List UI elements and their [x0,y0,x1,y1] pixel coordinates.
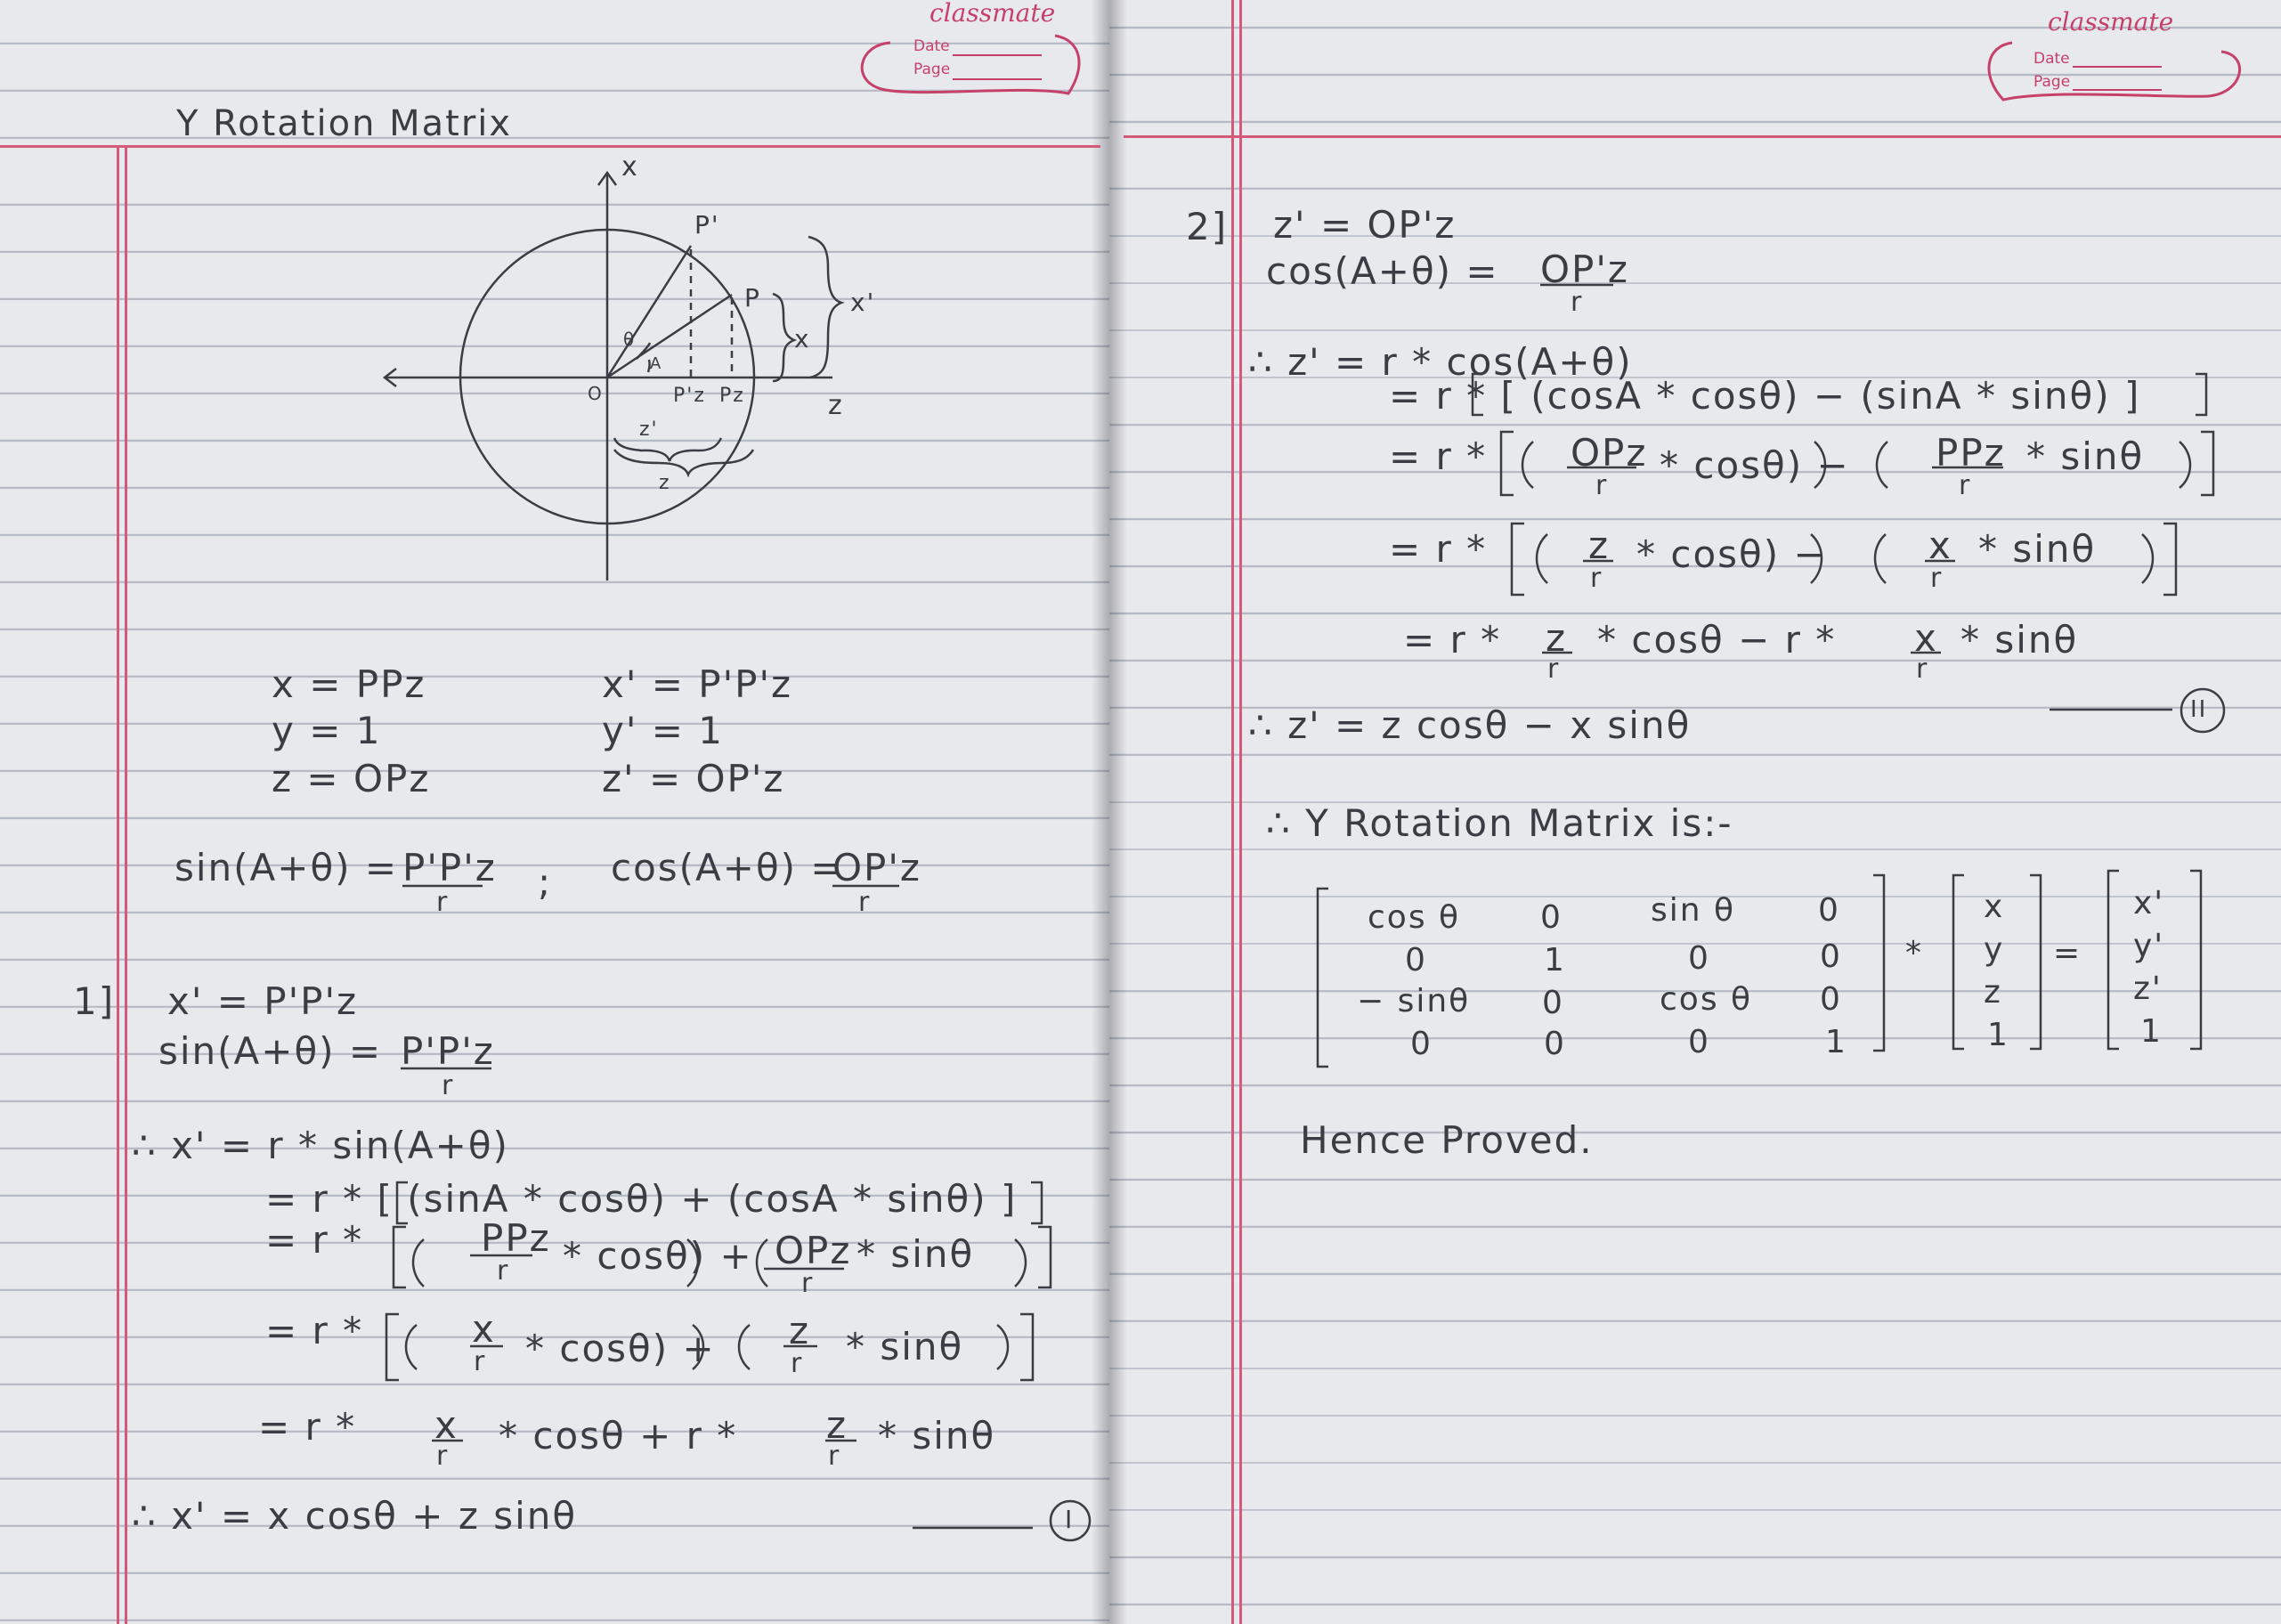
step2-line2-num: OP'z [1540,248,1629,291]
step1-line5-pre: = r * [265,1218,364,1262]
step2-line6-b-op: * sinθ [1978,527,2097,571]
step1-line5-b-op: * sinθ [856,1232,975,1276]
step2-line5-a-den: r [1595,470,1609,501]
paren-r5b [1015,1239,1026,1287]
step1-line7-b-num: z [826,1403,848,1447]
matrix-cell: 0 [1540,899,1563,936]
step1-line6-b-op: * sinθ [846,1325,964,1368]
fig-label-z-axis: z [828,390,844,421]
matrix-cell: 0 [1820,938,1842,975]
matrix-cell: 0 [1818,892,1840,929]
step1-line4: = r * [ (sinA * cosθ) + (cosA * sinθ) ] [265,1177,1018,1221]
matrix-cell: sin θ [1651,892,1736,929]
def-y-prime: y' = 1 [602,709,725,752]
step1-line5-a-op: * cosθ) + [563,1234,753,1278]
step1-line2-den: r [442,1070,455,1101]
step2-line6-a-num: z [1588,524,1611,567]
matrix-cell: 0 [1688,1024,1710,1060]
paren-r6b [997,1325,1008,1369]
matrix-cell: 0 [1410,1026,1433,1062]
matrix-heading: ∴ Y Rotation Matrix is:- [1266,801,1733,845]
trig-cos-lhs: cos(A+θ) = [611,846,844,889]
step2-line6-a-den: r [1590,563,1603,594]
step2-line2-den: r [1571,287,1584,318]
trig-sep: ; [538,860,553,904]
logo-swirl-left [862,36,1079,93]
result-cell: 1 [2140,1013,2163,1050]
fig-label-p: P [744,283,761,313]
vector-cell: z [1984,974,2002,1011]
logo-swirl-right [1989,43,2240,100]
page-label-left: Page [913,61,951,78]
paren-r-r5b [2180,442,2190,488]
matrix-bracket-right [1873,875,1884,1051]
step2-line7-b-den: r [1916,654,1929,685]
result-bracket-left [2108,871,2119,1049]
step2-line6-b-den: r [1930,563,1944,594]
step2-line7-end: * sinθ [1960,618,2079,662]
op-prime-radius [607,246,691,378]
bracket-r-r6 [2163,524,2176,595]
result-cell: x' [2133,885,2165,922]
step2-line7-a-den: r [1547,654,1561,685]
date-label-left: Date [913,37,950,55]
bracket-r-l6 [1512,524,1524,595]
bracket-r-r4 [2196,374,2206,415]
step2-line1: z' = OP'z [1273,203,1457,247]
page-title: Y Rotation Matrix [176,103,513,144]
step2-line7-pre: = r * [1403,618,1502,662]
z-prime-brace [614,438,721,461]
def-z: z = OPz [272,757,431,800]
step2-marker: 2] [1186,205,1229,248]
step1-tag: I [1065,1505,1075,1534]
fig-label-a: A [650,354,663,373]
paren-l6b [739,1325,750,1369]
step1-line5-a-num: PPz [481,1216,551,1260]
step2-line6-pre: = r * [1389,527,1488,571]
bracket-r-r5 [2201,432,2213,495]
paren-l5 [413,1239,424,1287]
step2-line5-b-den: r [1959,470,1972,501]
trig-sin-lhs: sin(A+θ) = [175,846,399,889]
matrix-cell: 0 [1405,942,1427,978]
paren-r-l5b [1877,442,1887,488]
step2-line5-b-op: * sinθ [2026,434,2145,478]
step1-line7-pre: = r * [258,1405,357,1449]
vector-bracket-right [2030,875,2041,1049]
bracket-r6 [1020,1314,1033,1380]
fig-label-x-small: x [794,324,811,353]
matrix-equals: = [2053,935,2082,971]
step1-line7-mid: * cosθ + r * [499,1414,738,1458]
step2-line7-a-num: z [1546,616,1568,660]
def-x-prime: x' = P'P'z [602,662,793,706]
brand-logo-left: classmate [929,0,1056,28]
paren-r-l5 [1522,442,1533,488]
matrix-bracket-left [1318,889,1328,1067]
step2-line5-pre: = r * [1389,434,1488,478]
step2-line4: = r * [ (cosA * cosθ) − (sinA * sinθ) ] [1389,374,2141,418]
matrix-cell: 0 [1820,981,1842,1018]
x-brace [773,294,794,381]
step1-line3: ∴ x' = r * sin(A+θ) [132,1124,509,1167]
matrix-cell: 0 [1544,1026,1566,1062]
fig-label-z: z [659,472,671,494]
def-z-prime: z' = OP'z [602,757,785,800]
fig-label-theta: θ [623,329,637,350]
step1-line2-lhs: sin(A+θ) = [158,1029,383,1073]
page-label-right: Page [2033,73,2071,91]
step1-line6-b-den: r [791,1348,804,1379]
step1-marker: 1] [73,979,116,1023]
date-label-right: Date [2033,50,2070,68]
bracket-r-l5 [1501,432,1514,495]
step2-line5-b-num: PPz [1936,431,2006,475]
step1-result: ∴ x' = x cosθ + z sinθ [132,1494,578,1538]
fig-label-pz-prime: P'z [673,385,706,407]
bracket-l6 [386,1314,399,1380]
matrix-times: * [1905,935,1923,971]
step2-line6-a-op: * cosθ) − [1636,532,1827,576]
x-prime-brace [808,237,841,378]
step1-line5-a-den: r [497,1255,510,1287]
step2-line3: ∴ z' = r * cos(A+θ) [1248,340,1633,384]
step2-line5-a-num: OPz [1571,431,1648,475]
step1-line5-b-den: r [801,1268,815,1299]
bracket-r4 [1031,1182,1042,1223]
step2-result: ∴ z' = z cosθ − x sinθ [1248,703,1692,747]
paren-r-l6 [1537,534,1547,583]
step2-line6-b-num: x [1928,524,1952,567]
matrix-cell: cos θ [1368,899,1461,936]
fig-label-p-prime: P' [694,210,720,240]
result-cell: y' [2133,928,2165,964]
step2-line7-mid: * cosθ − r * [1597,618,1837,662]
trig-sin-den: r [436,887,450,918]
bracket-l5 [394,1227,406,1287]
step1-line1: x' = P'P'z [167,979,359,1023]
step1-line2-num: P'P'z [401,1029,495,1073]
step1-line7-a-den: r [436,1441,450,1472]
paren-l6 [406,1325,417,1369]
vector-cell: x [1984,889,2005,925]
trig-cos-num: OP'z [832,846,921,889]
matrix-cell: 0 [1542,985,1564,1021]
step1-line6-pre: = r * [265,1309,364,1352]
matrix-cell: 1 [1544,942,1566,978]
paren-l5b [757,1239,767,1287]
fig-label-o: O [588,383,604,404]
paren-r-r6b [2142,534,2153,583]
step2-tag: II [2190,696,2208,723]
brand-logo-right: classmate [2048,7,2174,37]
fig-label-x: x [621,151,639,183]
matrix-cell: 1 [1825,1024,1847,1060]
conclusion-text: Hence Proved. [1300,1118,1594,1162]
step1-line5-b-num: OPz [775,1229,852,1272]
step1-line6-b-num: z [789,1309,811,1352]
step1-line6-a-op: * cosθ) + [525,1327,716,1370]
matrix-cell: 0 [1688,940,1710,977]
matrix-cell: − sinθ [1357,983,1471,1019]
fig-label-pz: Pz [719,385,745,407]
step2-line5-a-op: * cosθ) − [1660,443,1850,487]
step1-line7-a-num: x [434,1403,459,1447]
trig-sin-num: P'P'z [402,846,497,889]
step2-line7-b-num: x [1914,616,1938,660]
step1-line6-a-num: x [472,1307,496,1351]
step1-line7-b-den: r [828,1441,841,1472]
step1-line6-a-den: r [474,1346,487,1377]
fig-label-z-prime: z' [639,418,659,441]
def-y: y = 1 [272,709,382,752]
step1-line7-end: * sinθ [878,1414,996,1458]
vector-bracket-left [1953,875,1964,1049]
fig-label-x-prime: x' [850,288,876,317]
def-x: x = PPz [272,662,426,706]
result-cell: z' [2133,970,2163,1007]
result-bracket-right [2190,871,2201,1049]
bracket-r5 [1038,1227,1051,1287]
vector-cell: y [1984,931,2005,968]
paren-r-l6b [1875,534,1886,583]
trig-cos-den: r [858,887,872,918]
step2-line2-lhs: cos(A+θ) = [1266,249,1499,293]
matrix-cell: cos θ [1660,981,1753,1018]
vector-cell: 1 [1987,1017,2009,1053]
